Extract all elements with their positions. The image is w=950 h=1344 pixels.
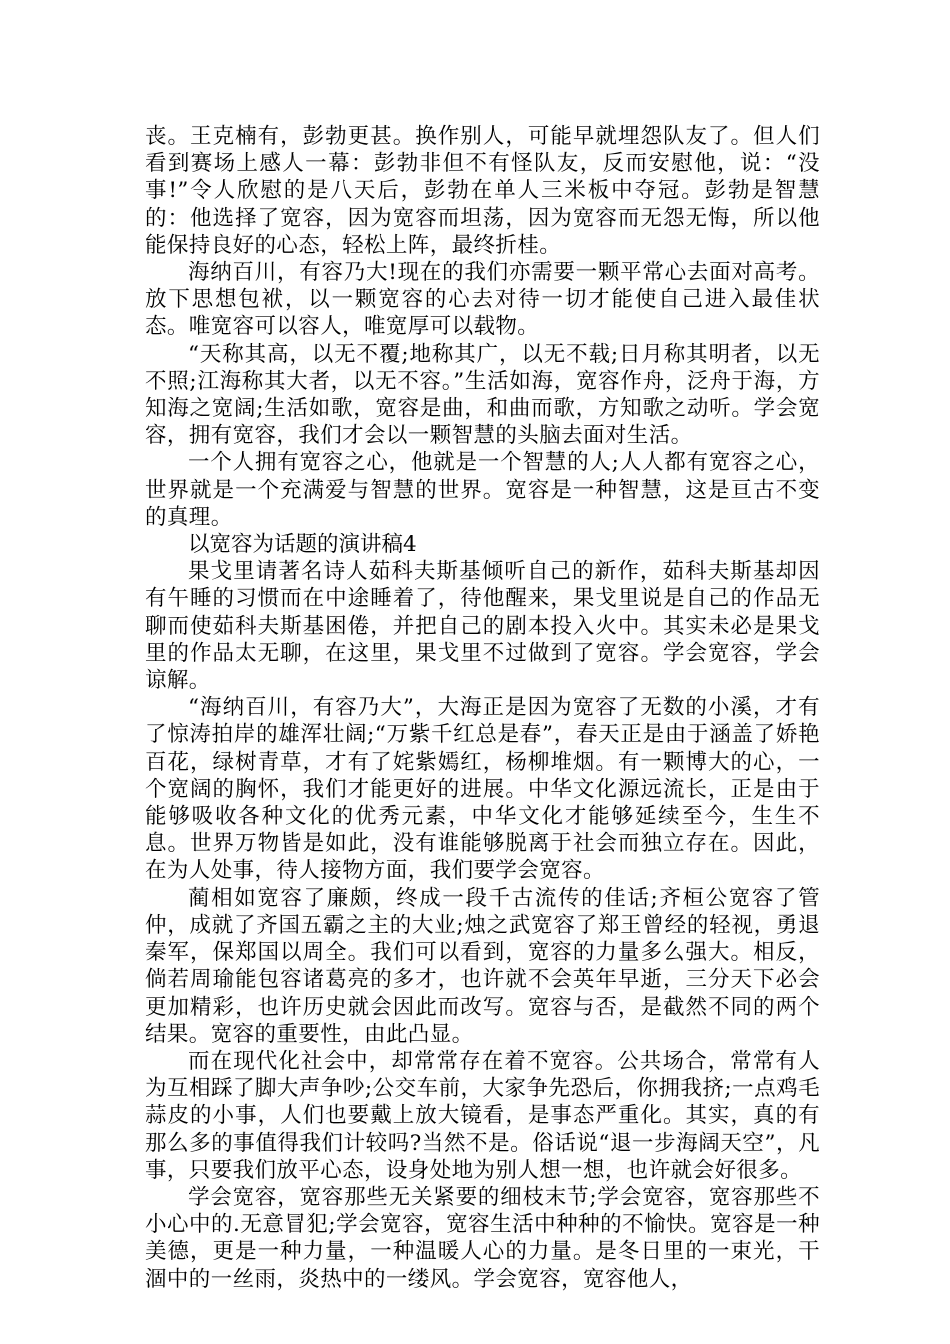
- paragraph-2: 海纳百川，有容乃大!现在的我们亦需要一颗平常心去面对高考。放下思想包袱，以一颗宽容的心去对待一切才能使自己进入最佳状态。唯宽容可以容人，唯宽厚可以载物。: [145, 260, 820, 340]
- paragraph-6: “海纳百川，有容乃大”，大海正是因为宽容了无数的小溪，才有了惊涛拍岸的雄浑壮阔;“万紫千红总是春”，春天正是由于涵盖了娇艳百花，绿树青草，才有了姹紫嫣红，杨柳堆烟。有一颗博大的心，一个宽阔的胸怀，我们才能更好的进展。中华文化源远流长，正是由于能够吸收各种文化的优秀元素，中华文化才能够延续至今，生生不息。世界万物皆是如此，没有谁能够脱离于社会而独立存在。因此，在为人处事，待人接物方面，我们要学会宽容。: [145, 695, 820, 884]
- paragraph-5: 果戈里请著名诗人茹科夫斯基倾听自己的新作，茹科夫斯基却因有午睡的习惯而在中途睡着了，待他醒来，果戈里说是自己的作品无聊而使茹科夫斯基困倦，并把自己的剧本投入火中。其实未必是果戈里的作品太无聊，在这里，果戈里不过做到了宽容。学会宽容，学会谅解。: [145, 559, 820, 694]
- paragraph-9: 学会宽容，宽容那些无关紧要的细枝末节;学会宽容，宽容那些不小心中的.无意冒犯;学会宽容，宽容生活中种种的不愉快。宽容是一种美德，更是一种力量，一种温暖人心的力量。是冬日里的一束光，干涸中的一丝雨，炎热中的一缕风。学会宽容，宽容他人，: [145, 1184, 820, 1292]
- paragraph-1: 丧。王克楠有，彭勃更甚。换作别人，可能早就埋怨队友了。但人们看到赛场上感人一幕：彭勃非但不有怪队友，反而安慰他，说：“没事!”令人欣慰的是八天后，彭勃在单人三米板中夺冠。彭勃是智慧的：他选择了宽容，因为宽容而坦荡，因为宽容而无怨无悔，所以他能保持良好的心态，轻松上阵，最终折桂。: [145, 124, 820, 258]
- paragraph-7: 蔺相如宽容了廉颇，终成一段千古流传的佳话;齐桓公宽容了管仲，成就了齐国五霸之主的大业;烛之武宽容了郑王曾经的轻视，勇退秦军，保郑国以周全。我们可以看到，宽容的力量多么强大。相反，倘若周瑜能包容诸葛亮的多才，也许就不会英年早逝，三分天下必会更加精彩，也许历史就会因此而改写。宽容与否，是截然不同的两个结果。宽容的重要性，由此凸显。: [145, 885, 820, 1047]
- paragraph-3: “天称其高，以无不覆;地称其广，以无不载;日月称其明者，以无不照;江海称其大者，以无不容。”生活如海，宽容作舟，泛舟于海，方知海之宽阔;生活如歌，宽容是曲，和曲而歌，方知歌之动听。学会宽容，拥有宽容，我们才会以一颗智慧的头脑去面对生活。: [145, 341, 820, 449]
- paragraph-8: 而在现代化社会中，却常常存在着不宽容。公共场合，常常有人为互相踩了脚大声争吵;公交车前，大家争先恐后，你拥我挤;一点鸡毛蒜皮的小事，人们也要戴上放大镜看，是事态严重化。其实，真的有那么多的事值得我们计较吗?当然不是。俗话说“退一步海阔天空”，凡事，只要我们放平心态，设身处地为别人想一想，也许就会好很多。: [145, 1048, 820, 1183]
- section-heading: 以宽容为话题的演讲稿4: [188, 532, 417, 558]
- paragraph-4: 一个人拥有宽容之心，他就是一个智慧的人;人人都有宽容之心，世界就是一个充满爱与智慧的世界。宽容是一种智慧，这是亘古不变的真理。: [145, 450, 820, 530]
